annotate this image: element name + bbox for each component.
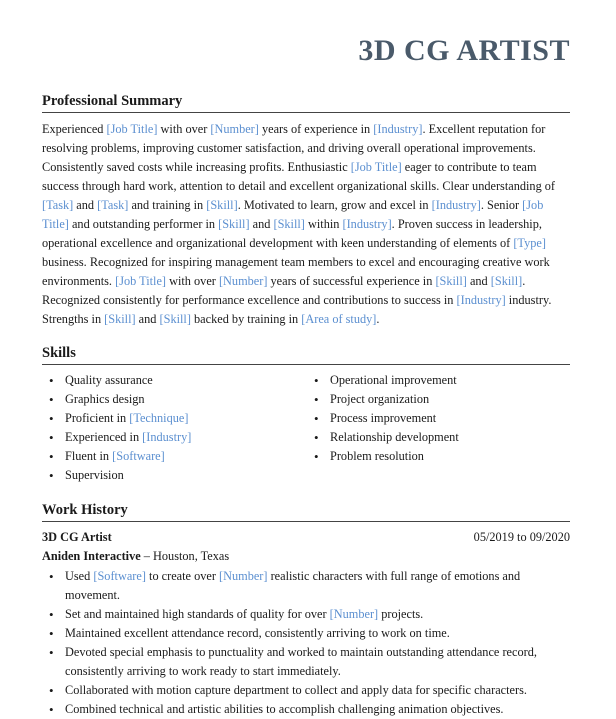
body-text: . (376, 312, 380, 326)
body-text: backed by training in (190, 312, 302, 326)
placeholder-text: [Skill] (490, 274, 523, 288)
skills-left-column (42, 371, 191, 485)
job-title: 3D CG Artist (42, 530, 112, 544)
summary-heading: Professional Summary (42, 93, 570, 113)
body-text: eager to contribute to team success through hard work, attention to detail and excellent organizational skills. Clear understanding of (42, 160, 556, 193)
body-text: years of experience in (258, 122, 374, 136)
placeholder-text: [Number] (329, 607, 379, 621)
work-history-heading: Work History (42, 502, 570, 522)
body-text: and (135, 312, 160, 326)
body-text: and (466, 274, 491, 288)
list-item (307, 390, 459, 409)
list-item (42, 390, 191, 409)
body-text: years of successful experience in (267, 274, 436, 288)
list-item (42, 371, 191, 390)
list-item (42, 447, 191, 466)
placeholder-text: [Task] (42, 198, 74, 212)
list-item (307, 371, 459, 390)
body-text: Problem resolution (330, 449, 424, 463)
skills-heading: Skills (42, 345, 570, 365)
body-text: Combined technical and artistic abilities to accomplish challenging animation objectives. (65, 702, 504, 716)
placeholder-text: [Technique] (129, 411, 189, 425)
placeholder-text: [Job Title] (350, 160, 402, 174)
body-text: within (304, 217, 343, 231)
placeholder-text: [Number] (218, 274, 268, 288)
body-text: and (73, 198, 98, 212)
summary-paragraph (42, 120, 570, 329)
body-text: Graphics design (65, 392, 145, 406)
list-item (307, 447, 459, 466)
body-text: and training in (128, 198, 207, 212)
job-company-line (42, 549, 229, 564)
placeholder-text: [Software] (93, 569, 146, 583)
body-text: Process improvement (330, 411, 437, 425)
body-text: . Recognized consistently for performance excellence and contributions to success in (42, 274, 526, 307)
placeholder-text: [Industry] (431, 198, 481, 212)
placeholder-text: [Skill] (159, 312, 191, 326)
body-text: with over (166, 274, 219, 288)
body-text: business. Recognized for inspiring management team members to excel and encouraging creative work environments. (42, 255, 550, 288)
list-item (42, 643, 570, 681)
body-text: projects. (378, 607, 424, 621)
body-text: Devoted special emphasis to punctuality and worked to maintain outstanding attendance record, consistently arriving to work ready to start immediately. (65, 645, 537, 678)
placeholder-text: [Software] (112, 449, 165, 463)
list-item (42, 409, 191, 428)
company-location: – Houston, Texas (140, 549, 230, 563)
placeholder-text: [Skill] (104, 312, 136, 326)
placeholder-text: [Job Title] (115, 274, 167, 288)
body-text: Project organization (330, 392, 430, 406)
body-text: and outstanding performer in (68, 217, 219, 231)
placeholder-text: [Industry] (456, 293, 506, 307)
placeholder-text: [Job Title] (42, 198, 544, 231)
body-text: Operational improvement (330, 373, 457, 387)
list-item (42, 624, 570, 643)
body-text: Experienced in (65, 430, 143, 444)
body-text: to create over (145, 569, 220, 583)
body-text: realistic characters with full range of emotions and movement. (65, 569, 521, 602)
skills-right-column (307, 371, 459, 466)
job-dates: 05/2019 to 09/2020 (473, 530, 570, 544)
body-text: . Senior (480, 198, 523, 212)
body-text: Fluent in (65, 449, 113, 463)
body-text: Relationship development (330, 430, 459, 444)
placeholder-text: [Task] (97, 198, 129, 212)
list-item (307, 409, 459, 428)
body-text: Quality assurance (65, 373, 153, 387)
body-text: Proficient in (65, 411, 130, 425)
placeholder-text: [Industry] (142, 430, 192, 444)
placeholder-text: [Skill] (273, 217, 305, 231)
company-name: Aniden Interactive (42, 549, 141, 563)
placeholder-text: [Industry] (342, 217, 392, 231)
body-text: Experienced (42, 122, 107, 136)
list-item (307, 428, 459, 447)
placeholder-text: [Industry] (373, 122, 423, 136)
body-text: with over (157, 122, 211, 136)
body-text: . Excellent reputation for resolving problems, improving customer satisfaction, and driving overall operational improvements. Consistently saved costs while increasing profits. Enthusiastic (42, 122, 546, 174)
placeholder-text: [Number] (219, 569, 268, 583)
placeholder-text: [Area of study] (301, 312, 377, 326)
list-item (42, 567, 570, 605)
list-item (42, 700, 570, 719)
placeholder-text: [Skill] (218, 217, 250, 231)
placeholder-text: [Skill] (435, 274, 467, 288)
body-text: Maintained excellent attendance record, consistently arriving to work on time. (65, 626, 450, 640)
list-item (42, 605, 570, 624)
body-text: Used (65, 569, 94, 583)
body-text: Set and maintained high standards of quality for over (65, 607, 330, 621)
resume-title: 3D CG ARTIST (358, 34, 570, 67)
placeholder-text: [Type] (513, 236, 546, 250)
list-item (42, 681, 570, 700)
list-item (42, 466, 191, 485)
placeholder-text: [Number] (210, 122, 259, 136)
placeholder-text: [Skill] (206, 198, 238, 212)
list-item (42, 428, 191, 447)
body-text: Collaborated with motion capture department to collect and apply data for specific characters. (65, 683, 527, 697)
body-text: . Proven success in leadership, operational excellence and organizational development with keen understanding of elements of (42, 217, 542, 250)
body-text: Supervision (65, 468, 124, 482)
body-text: . Motivated to learn, grow and excel in (237, 198, 432, 212)
job-duties (42, 567, 570, 719)
body-text: and (249, 217, 274, 231)
body-text: industry. Strengths in (42, 293, 552, 326)
placeholder-text: [Job Title] (106, 122, 158, 136)
